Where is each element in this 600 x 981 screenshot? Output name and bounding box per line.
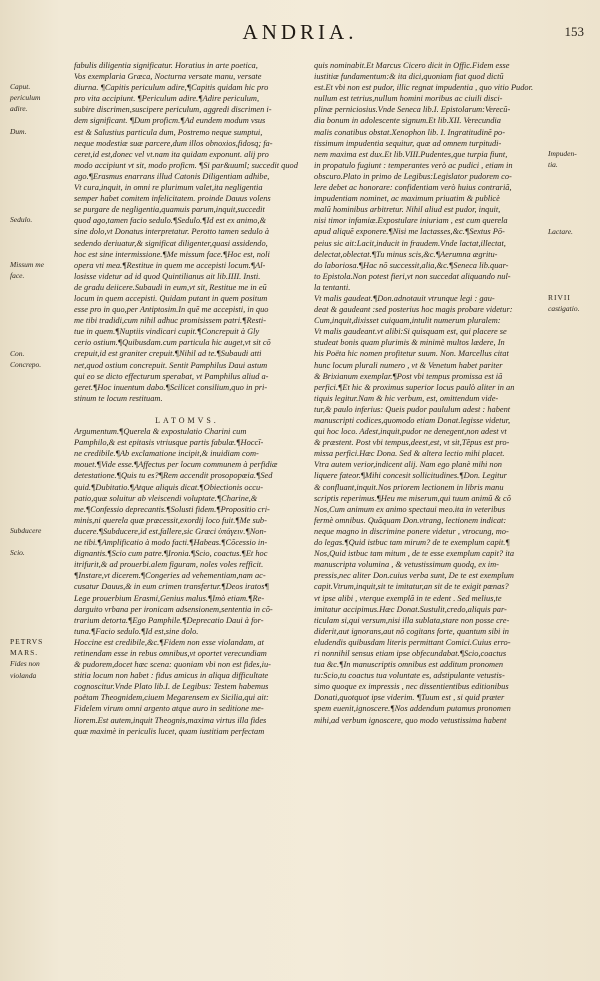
text-line: nisi timor infamiæ.Expostulare iniuriam , est cum querela xyxy=(314,216,508,226)
margin-note: Dum. xyxy=(10,126,27,136)
text-line: to Epistola.Non potest fieri,vt non succedat aliquando nul- xyxy=(314,271,511,281)
text-line: dia bonum in adolescente signum.Et lib.XII. Verecundia xyxy=(314,116,501,126)
text-line: liorem.Est autem,inquit Theognis,maxima virtus illa fides xyxy=(74,715,267,725)
text-line: Cum,inquit,dixisset cuiquam,intulit numerum pluralem: xyxy=(314,316,501,326)
text-line: quid.¶Dubitatio.¶Atque aliquis dicat.¶Obiectionis occu- xyxy=(74,482,263,492)
text-line: & Brixianum exemplar.¶Post vbi tempus promissa est iã xyxy=(314,371,503,381)
text-line: nem maxima est dux.Et lib.VIII.Pudentes,que turpia fiunt, xyxy=(314,149,508,159)
text-line: & pudorem,docet hæc scena: quoniam vbi non est fides,iu- xyxy=(74,660,271,670)
text-line: ri nonnihil sensus etiam ipse obfecundabat.¶Scio,coactus xyxy=(314,648,507,658)
text-line: minis,ni querela quæ præcessit,exordij loco fuit.¶Me sub- xyxy=(74,515,267,525)
text-line: eludendis quibusdam literis permittant Comici.Cuius erro- xyxy=(314,637,511,647)
text-line: fermè omnibus. Quãquam Don.vtrang, lectionem indicat: xyxy=(314,515,507,525)
text-line: lere debet ac honorare: confidentiam verò huius contrariã, xyxy=(314,183,512,193)
text-line: do laboriosa.¶Hac nõ successit,alia,&c.¶Seneca lib.quar- xyxy=(314,260,509,270)
margin-note: Missum me xyxy=(10,259,44,269)
text-line: sine dolo,vt Donatus interpretatur. Perotto tamen sedulo à xyxy=(74,227,270,237)
text-line: darguito vrbana per ironicam adsensionem,sententia in cõ- xyxy=(74,604,273,614)
text-line: detestatione.¶Quis tu es?¶Rem accendit prosopopœia.¶Sed xyxy=(74,471,273,481)
margin-note: Con. xyxy=(10,348,25,358)
text-line: Vtra autem verior,indicent alij. Nam ego planè mihi non xyxy=(314,460,502,470)
margin-note: face. xyxy=(10,270,25,280)
text-line: nullum est tetrius,nullum homini moribus ac ciuili disci- xyxy=(314,94,503,104)
margin-note: Concrepo. xyxy=(10,359,42,369)
text-line: impudentiam nominet, ac maximum priuatim & publicè xyxy=(314,194,500,204)
text-line: ducere.¶Subducere,id est,fallere,sic Græci ὑπάγειν.¶Non- xyxy=(74,526,267,536)
text-line: stinum te locum restituam. xyxy=(74,393,163,403)
text-line: sedendo deriuatur,& significat diligenter,quasi assidendo, xyxy=(74,238,268,248)
text-line: simo quoque ex impressis , nec dissentientibus editionibus xyxy=(314,682,509,692)
right-text-column xyxy=(314,60,544,726)
text-line: Hoccine est credibile,&c.¶Fidem non esse violandam, at xyxy=(74,637,264,647)
text-line: se purgare de negligentia,quamuis parum,inquit,succedit xyxy=(74,205,265,215)
text-line: dignantis.¶Scio cum patre.¶Ironia.¶Scio, coactus.¶Et hoc xyxy=(74,549,268,559)
text-line: tur,& paulo inferius: Queis pudor paululum adest : habent xyxy=(314,404,511,414)
text-line: cusatur Dauus,& in eum crimen transfertur.¶Deos iratos¶ xyxy=(74,582,269,592)
text-line: quæ maximè in periculis lucet, quam iustitiam perfectam xyxy=(74,726,265,736)
text-line: tue in quem.¶Nuptiis vindicari cupit.¶Concrepuit à Gly xyxy=(74,327,260,337)
text-line: qui hoc loco. Adest,inquit,pudor ne denegent,non adest vt xyxy=(314,427,507,437)
margin-note: adire. xyxy=(10,104,28,114)
text-line: stitia locum non habet : fidus amicus in aliqua difficultate xyxy=(74,671,269,681)
text-line: perfici.¶Et hic & proximus superior locus paulò aliter in an xyxy=(314,382,515,392)
text-line: diderit,aut ignorans,aut nõ cogitans forte, quantum sibi in xyxy=(314,626,509,636)
text-line: mouet.¶Vide esse.¶Affectus per locum communem à perfidiæ xyxy=(74,460,278,470)
text-line: Vt malis gaudeant.vt alibi:Si quisquam est, qui placere se xyxy=(314,327,507,337)
text-line: de gradu deiicere.Subaudi in eum,vt sit, Restitue me in eũ xyxy=(74,282,267,292)
text-line: Argumentum.¶Querela & expostulatio Charini cum xyxy=(74,427,247,437)
text-line: tissimum impudentia sequitur, quæ ad omnem turpitudi- xyxy=(314,138,502,148)
text-line: subire discrimen,suscipere periculum, aggredi discrimen i- xyxy=(74,105,272,115)
text-line: neque magno in discrimine ponere videtur , vtrocung, mo- xyxy=(314,526,509,536)
text-line: pro vita accipiunt. ¶Periculum adire.¶Adire periculum, xyxy=(74,94,260,104)
text-line: ticulam si,qui versum,nisi illa sublata,stare non posse cre- xyxy=(314,615,510,625)
text-line: peius sic ait:Lacit,inducit in fraudem.Vnde lactat,illectat, xyxy=(314,238,506,248)
text-line: scriptis reperimus.¶Heu me miserum,qui tuum animũ & cõ xyxy=(314,493,511,503)
text-line: Nos,Cum animum ex animo spectaui meo.ita in veteribus xyxy=(314,504,505,514)
text-line: poëtam Theognidem,ciuem Megarensem ex Sicilia,qui ait: xyxy=(74,693,269,703)
text-line: losisse videtur ad id quod Quintilianus ait lib.IIII. Insti. xyxy=(74,271,261,281)
text-line: geret.¶Hoc inuentum dabo.¶Scilicet consilium,quo in pri- xyxy=(74,382,268,392)
text-line: malũ hominibus arbitretur. Nihil aliud est pudor, inquit, xyxy=(314,205,501,215)
text-line: ne credibile.¶Ab exclamatione incipit,& inuidiam com- xyxy=(74,449,259,459)
margin-note: Sedulo. xyxy=(10,215,33,225)
margin-note: Caput. xyxy=(10,82,31,92)
text-line: opera vti mea.¶Restitue in quem me accepisti locum.¶Al- xyxy=(74,260,266,270)
text-line: apud aliquẽ exponere.¶Nisi me lactasses,&c.¶Sextus Pō- xyxy=(314,227,505,237)
left-text-column xyxy=(74,60,300,737)
text-line: modo accipiunt vt sit, modo proficm. ¶Si par&uuml; succedit quod xyxy=(74,160,298,170)
text-line: hunc locum plurali numero , vt & Venetum habet pariter xyxy=(314,360,503,370)
text-line: quod ago,tamen facio sedulo.¶Sedulo.¶Id est ex animo,& xyxy=(74,216,267,226)
text-line: trarium detorta.¶Ego Pamphile.¶Deprecatio Daui à for- xyxy=(74,615,264,625)
text-line: mihi,ad verbum ignoscere, quo modo vetustissima habent xyxy=(314,715,507,725)
margin-note: Subducere xyxy=(10,526,42,536)
text-line: net,quod ostium concrepuit. Sentit Pamphilus Daui astum xyxy=(74,360,268,370)
text-line: Nos,Quid istbuc tam mitum , de te esse exemplum capit? ita xyxy=(314,549,515,559)
text-line: capit.Vtrum,inquit,sit te imitatur,an sit de te exigit pœnas? xyxy=(314,582,509,592)
text-line: delectat,oblectat.¶Tu minus scis,&c.¶Aerumna ægritu- xyxy=(314,249,498,259)
text-line: studeat bonis quam plurimis & minimè multos lædere, In xyxy=(314,338,505,348)
text-line: do legas.¶Quid istbuc tam mirum? de te exemplum capit.¶ xyxy=(314,538,510,548)
margin-note: RIVII xyxy=(548,293,571,303)
text-line: me.¶Confessio deprecantis.¶Solusti fidem.¶Propositio cri- xyxy=(74,504,270,514)
text-line: ceret,id est,donec vel vt.nam ita quidam exponunt. alij pro xyxy=(74,149,269,159)
text-line: liquere fateor.¶Mihi concesit sollicitudines.¶Don. Legitur xyxy=(314,471,507,481)
text-line: plinæ perniciosius.Vnde Seneca lib.I. Epistolarum:Verecũ- xyxy=(314,105,511,115)
text-line: tuna.¶Facio sedulo.¶Id est,sine dolo. xyxy=(74,626,199,636)
text-line: itrifurit,& ad prouerbi.alem figuram, noles voles refficit. xyxy=(74,560,264,570)
text-line: manuscripta volumina , & vetustissimum quodq, ex im- xyxy=(314,560,499,570)
text-line: Vt malis gaudeat.¶Don.adnotauit vtrunque legi : gau- xyxy=(314,293,495,303)
margin-note: MARS. xyxy=(10,648,39,658)
text-line: est & Salustius particula dum, Postremo neque sumptui, xyxy=(74,127,263,137)
text-line: hoc est sine intermissione.¶Me missum face.¶Hoc est, noli xyxy=(74,249,270,259)
text-line: vt ipse alibi , vterque exemplã in te edent . Sed melius,te xyxy=(314,593,502,603)
text-line: missa perfici.Hæc Dona. Sed & altera lectio mihi placet. xyxy=(314,449,505,459)
text-line: ne tibi.¶Amplificatio à modo facti.¶Habeas.¶Cõcessio in- xyxy=(74,538,268,548)
text-line: quis nominabit.Et Marcus Cicero dicit in Offic.Fidem esse xyxy=(314,61,510,70)
page-number: 153 xyxy=(564,24,584,39)
running-title: ANDRIA. xyxy=(242,20,358,44)
text-line: retinendam esse in rebus omnibus,vt oportet verecundiam xyxy=(74,648,267,658)
text-line: obscuro.Plato in primo de Legibus:Legislator pudorem co- xyxy=(314,171,512,181)
margin-note: periculum xyxy=(10,93,41,103)
text-line: Fidelem virum omni argento atque auro in seditione me- xyxy=(74,704,264,714)
text-line: semper habet comitem infelicitatem. proinde Dauus volens xyxy=(74,194,271,204)
text-line: tu:Scio,tu coactus tua voluntate es, adstipulante vetustis- xyxy=(314,671,505,681)
text-line: imitatur accipimus.Hæc Donat.Sustulit,credo,aliquis par- xyxy=(314,604,507,614)
text-line: deat & gaudeant :sed posterius hoc magis probare videtur: xyxy=(314,305,513,315)
margin-note: castigatio. xyxy=(548,304,580,314)
margin-note: PETRVS xyxy=(10,637,44,647)
text-line: & confluant,inquit.Nos priorem lectionem in libris manu xyxy=(314,482,504,492)
text-line: his Poëta hic nomen profitetur suum. Non. Marcellus citat xyxy=(314,349,509,359)
text-line: dem significant. ¶Dum proficm.¶Ad eundem modum vsus xyxy=(74,116,266,126)
text-line: diurna. ¶Capitis periculum adire,¶Capitis quidam hic pro xyxy=(74,83,269,93)
margin-note: Scio. xyxy=(10,548,25,558)
text-line: tua &c.¶In manuscriptis omnibus est additum pronomen xyxy=(314,660,504,670)
text-line: tiquis legitur.Nam & hic verbum, est, omittendum vide- xyxy=(314,393,499,403)
text-line: Vt cura,inquit, in omni re plurimum valet,ita negligentia xyxy=(74,183,263,193)
text-line xyxy=(74,404,300,415)
text-line: manuscripti codices,quomodo etiam Donat.legisse videtur, xyxy=(314,416,511,425)
running-header xyxy=(0,20,600,50)
text-line: patio,quæ soluitur ab vleiscendi voluptate.¶Charine,& xyxy=(74,493,258,503)
text-line: la tentanti. xyxy=(314,282,351,292)
text-line: malis conatibus obstat.Xenophon lib. I. Ingratitudinẽ po- xyxy=(314,127,505,137)
text-line: Lege prouerbium Erasmi,Genius malus.¶Imò etiam.¶Re- xyxy=(74,593,265,603)
text-line: Donati,quotquot ipse viderim. ¶Tuum est , si quid præter xyxy=(314,693,505,703)
text-line: cerio ostium.¶Quibusdam.cum particula hic auget,vt sit cõ xyxy=(74,338,271,348)
text-line: locum in quem accepisti. Quidam putant in quem positum xyxy=(74,293,268,303)
text-line: ago.¶Erasmus enarrans illud Catonis Diligentiam adhibe, xyxy=(74,171,270,181)
text-line: spem euenit,ignoscere.¶Nos addendum putamus pronomen xyxy=(314,704,511,714)
text-line: & præstent. Post vbi tempus,deest,est, vt sit,Tẽpus est pro- xyxy=(314,438,510,448)
text-line: Pamphilo,& est epitasis vtriusque partis fabulæ.¶Hoccī- xyxy=(74,438,264,448)
margin-note: Lactare. xyxy=(548,226,573,236)
text-line: LATOMVS. xyxy=(155,416,219,425)
text-line: cognoscitur.Vnde Plato lib.I. de Legibus: Testem habemus xyxy=(74,682,269,692)
text-line: fabulis diligentia significatur. Horatius in arte poetica, xyxy=(74,61,258,70)
text-line: pressis,nec aliter Don.cuius verba sunt, De te est exemplum xyxy=(314,571,514,581)
text-line: me tibi tradidi,cum nihil adhuc promisissem patri.¶Resti- xyxy=(74,316,267,326)
margin-note: violanda xyxy=(10,670,37,680)
text-line: est.Et vbi non est pudor, illic regnat impudentia , quo vitio Pudor. xyxy=(314,83,534,93)
text-line: Vos exemplaria Græca, Nocturna versate manu, versate xyxy=(74,72,262,82)
text-line: ¶Instare,vt dicerem.¶Congeries ad vehementiam,nam ac- xyxy=(74,571,266,581)
text-line: crepuit,id est graniter crepuit.¶Nihil ad te.¶Subaudi atti xyxy=(74,349,262,359)
text-line: in propatulo fugiunt : temperantes verò ac pudici , etiam in xyxy=(314,160,513,170)
text-line: esse pro in quo,per Antiptosim.In quẽ me accepisti, in quo xyxy=(74,305,269,315)
margin-note: Fides non xyxy=(10,659,40,669)
text-line: qui eo se dicto effecturum sperabat, vt Pamphilus aliud a- xyxy=(74,371,269,381)
margin-note: Impuden- xyxy=(548,148,577,158)
text-line: iustitiæ fundamentum:& ita dici,quoniam fiat quod dictũ xyxy=(314,72,504,82)
margin-note: tia. xyxy=(548,159,558,169)
text-line: neque modestiæ suæ parcere,dum illos obnoxios,fidosq; fa- xyxy=(74,138,273,148)
